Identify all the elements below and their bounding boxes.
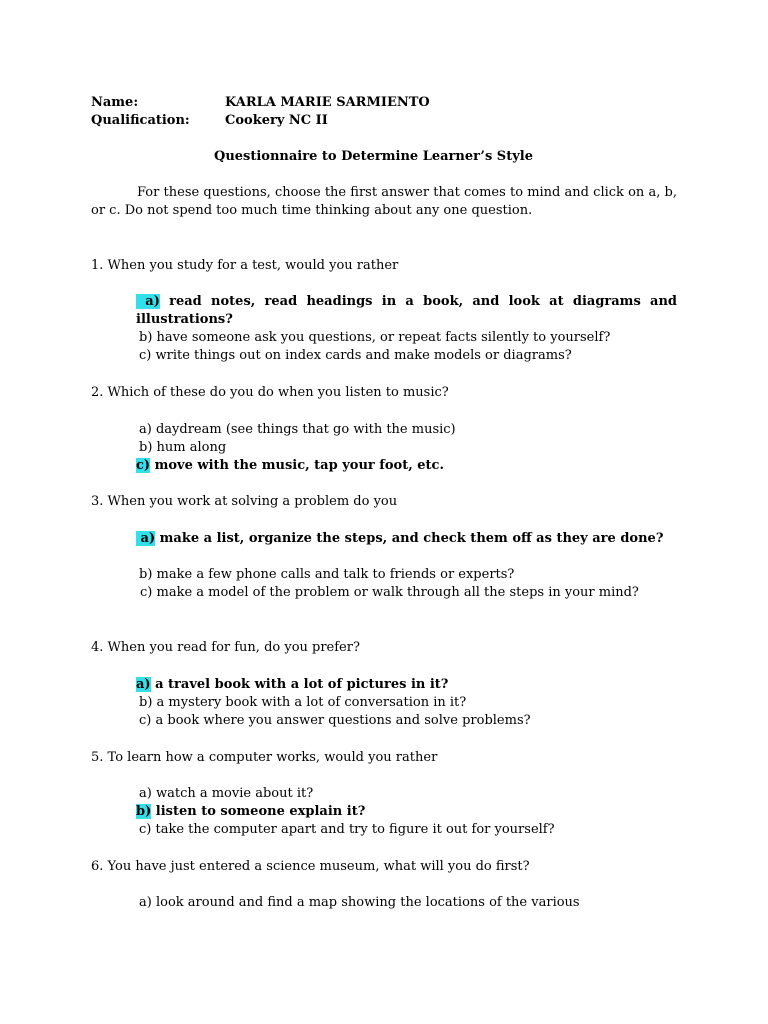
q2-option-b-text: hum along	[152, 440, 227, 455]
q6-option-a-text: look around and find a map showing the locations of the various	[151, 895, 580, 910]
q3-option-a-text: make a list, organize the steps, and check them off as they are done?	[155, 531, 664, 546]
q5-option-b[interactable]	[136, 803, 365, 821]
q5-option-a-text: watch a movie about it?	[151, 786, 314, 801]
q3-option-a-letter: a)	[136, 531, 155, 546]
q3-option-b-letter: b)	[139, 567, 153, 582]
q4-option-c[interactable]	[139, 712, 531, 730]
q3-option-b[interactable]	[139, 566, 514, 584]
question-1: 1. When you study for a test, would you rather	[91, 258, 399, 273]
q5-option-a[interactable]	[139, 785, 313, 803]
question-4: 4. When you read for fun, do you prefer?	[91, 640, 360, 655]
q2-option-a[interactable]	[139, 421, 456, 439]
q4-option-b-letter: b)	[139, 695, 153, 710]
q3-option-a[interactable]	[136, 530, 677, 548]
q2-option-c[interactable]	[136, 457, 444, 475]
question-5: 5. To learn how a computer works, would you rather	[91, 750, 438, 765]
q6-option-a-letter: a)	[139, 895, 152, 910]
q5-option-b-letter: b)	[136, 804, 152, 819]
q5-option-b-text: listen to someone explain it?	[151, 804, 366, 819]
q4-option-c-text: a book where you answer questions and solve problems?	[151, 713, 531, 728]
q1-option-b[interactable]	[139, 329, 610, 347]
q1-option-a-text: read notes, read headings in a book, and look at diagrams and illustrations?	[136, 294, 677, 327]
q4-option-a-text: a travel book with a lot of pictures in it?	[150, 677, 449, 692]
q1-option-a-letter: a)	[136, 294, 160, 309]
q2-option-a-letter: a)	[139, 422, 152, 437]
q5-option-c-letter: c)	[139, 822, 152, 837]
q2-option-b[interactable]	[139, 439, 226, 457]
name-label: Name:	[91, 95, 139, 110]
q5-option-c-text: take the computer apart and try to figure it out for yourself?	[151, 822, 555, 837]
qualification-label: Qualification:	[91, 113, 190, 128]
q4-option-a[interactable]	[136, 676, 448, 694]
q4-option-a-letter: a)	[136, 677, 151, 692]
name-value: KARLA MARIE SARMIENTO	[225, 95, 430, 110]
q1-option-b-letter: b)	[139, 330, 153, 345]
q1-option-b-text: have someone ask you questions, or repeat facts silently to yourself?	[152, 330, 611, 345]
question-6: 6. You have just entered a science museum, what will you do first?	[91, 859, 530, 874]
q6-option-a[interactable]	[139, 894, 580, 912]
q3-option-c[interactable]	[136, 584, 677, 602]
q3-option-c-letter: c)	[140, 585, 153, 600]
q2-option-b-letter: b)	[139, 440, 153, 455]
intro-paragraph: For these questions, choose the first answer that comes to mind and click on a, b, or c. Do not spend too much time thinking about any one question.	[91, 185, 677, 218]
q4-option-b-text: a mystery book with a lot of conversation in it?	[152, 695, 467, 710]
q2-option-a-text: daydream (see things that go with the music)	[151, 422, 456, 437]
question-2: 2. Which of these do you do when you listen to music?	[91, 385, 449, 400]
q5-option-a-letter: a)	[139, 786, 152, 801]
q4-option-b[interactable]	[139, 694, 466, 712]
q4-option-c-letter: c)	[139, 713, 152, 728]
q1-option-c[interactable]	[139, 347, 572, 365]
q2-option-c-letter: c)	[136, 458, 151, 473]
q5-option-c[interactable]	[139, 821, 555, 839]
q1-option-c-text: write things out on index cards and make models or diagrams?	[151, 348, 572, 363]
q2-option-c-text: move with the music, tap your foot, etc.	[150, 458, 444, 473]
qualification-value: Cookery NC II	[225, 113, 328, 128]
q1-option-a[interactable]	[136, 293, 677, 329]
q1-option-c-letter: c)	[139, 348, 152, 363]
page-title: Questionnaire to Determine Learner’s Style	[214, 149, 533, 164]
q3-option-c-text: make a model of the problem or walk through all the steps in your mind?	[152, 585, 639, 600]
q3-option-b-text: make a few phone calls and talk to friends or experts?	[152, 567, 515, 582]
question-3: 3. When you work at solving a problem do you	[91, 494, 398, 509]
